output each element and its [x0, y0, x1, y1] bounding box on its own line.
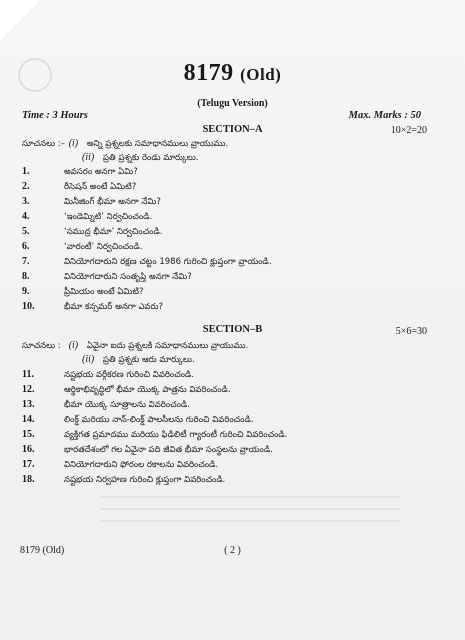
question-text: భీమా కన్సమర్ అనగా ఎవరు? [64, 302, 164, 312]
section-b-note-i [22, 340, 248, 353]
question-number: 11. [22, 369, 34, 380]
question [22, 429, 287, 443]
question-number: 17. [22, 459, 35, 470]
paper-code-number: 8179 [183, 60, 234, 86]
question-text: ‘ఇండెమ్నిటి’ నిర్వచించండి. [64, 212, 153, 222]
section-b-note-i-text: ఏవైనా ఐదు ప్రశ్నలకి సమాధానములు వ్రాయుము. [86, 341, 249, 351]
page-number: ( 2 ) [224, 545, 241, 556]
page-corner [0, 0, 40, 40]
question [22, 181, 136, 195]
question-text: వినియోగదారుని రక్షణ చట్టం 1986 గురించి క్లుప్తంగా వ్రాయండి. [64, 257, 272, 267]
question-number: 5. [22, 226, 30, 237]
question [22, 241, 142, 255]
question-number: 4. [22, 211, 30, 222]
question-number: 9. [22, 286, 30, 297]
question [22, 271, 192, 285]
bleed-through-line [100, 520, 400, 522]
bleed-through-line [100, 508, 400, 510]
question [22, 444, 273, 458]
question-text: నష్టభయ వర్గీకరణ గురించి వివరించండి. [64, 370, 194, 380]
question-text: అవసరం అనగా ఏమి? [64, 167, 138, 177]
question-text: భారతదేశంలో గల ఏవైనా పది జీవిత భీమా సంస్థలను వ్రాయండి. [64, 445, 273, 455]
question-number: 2. [22, 181, 30, 192]
question-number: 8. [22, 271, 30, 282]
time-label: Time : 3 Hours [22, 110, 88, 121]
question-text: ‘వారంటీ’ నిర్వచించండి. [64, 242, 143, 252]
section-b-note-ii-text: ప్రతి ప్రశ్నకు ఆరు మార్కులు. [102, 355, 195, 365]
section-b-note-label: సూచనలు : [22, 341, 61, 351]
question-text: వ్యక్తిగత ప్రమాదము మరియు ఫిడిలిటీ గ్యారంటీ గురించి వివరించండి. [64, 430, 288, 440]
question [22, 211, 152, 225]
question [22, 301, 163, 315]
question [22, 226, 162, 240]
question [22, 384, 231, 398]
max-marks-label: Max. Marks : 50 [348, 110, 421, 121]
question-number: 16. [22, 444, 35, 455]
question-number: 6. [22, 241, 30, 252]
question-text: వినియోగదారుని సంతృప్తి అనగా నేమి? [64, 272, 192, 282]
bleed-through-line [100, 496, 400, 498]
paper-code [0, 60, 465, 87]
section-b-note-ii-num: (ii) [82, 354, 95, 365]
question-number: 13. [22, 399, 35, 410]
question-text: భీమా యొక్క సూత్రాలను వివరించండి. [64, 400, 190, 410]
question [22, 256, 272, 270]
paper-code-variant: (Old) [240, 65, 282, 84]
question [22, 369, 194, 383]
question-number: 7. [22, 256, 30, 267]
question-text: ఆర్థికాభివృద్ధిలో భీమా యొక్క పాత్రను వివరించండి. [64, 385, 231, 395]
section-a-note-i-text: అన్ని ప్రశ్నలకు సమాధానములు వ్రాయుము. [86, 139, 229, 149]
question-text: వినియోగదారుని ఫోరంల రకాలను వివరించండి. [64, 460, 219, 470]
question-text: నష్టభయ నిర్వహణ గురించి క్లుప్తంగా వివరించండి. [64, 475, 226, 485]
question [22, 286, 143, 300]
question-text: ప్రీమియం అంటే ఏమిటి? [64, 287, 144, 297]
section-b-title: SECTION–B [202, 324, 263, 335]
section-a-note-i-num: (i) [68, 138, 79, 149]
section-a-title: SECTION–A [202, 124, 263, 135]
question-number: 1. [22, 166, 30, 177]
section-a-note-ii [82, 152, 198, 165]
question [22, 459, 218, 473]
question-text: లింక్డ్ మరియు నాన్-లింక్డ్ పాలసీలను గురించి వివరించండి. [64, 415, 254, 425]
section-b-note-i-num: (i) [68, 340, 79, 351]
question [22, 414, 253, 428]
section-a-note-ii-text: ప్రతి ప్రశ్నకు రెండు మార్కులు. [102, 153, 199, 163]
question-number: 10. [22, 301, 35, 312]
question [22, 399, 190, 413]
section-b-note-ii [82, 354, 195, 367]
section-a-note-i [22, 138, 228, 151]
section-a-marks: 10×2=20 [390, 125, 427, 136]
question [22, 166, 138, 180]
question-number: 3. [22, 196, 30, 207]
question-text: ‘సముద్ర భీమా’ నిర్వచించండి. [64, 227, 163, 237]
question-number: 15. [22, 429, 35, 440]
version-label: (Telugu Version) [197, 98, 268, 109]
footer-paper-code: 8179 (Old) [20, 545, 65, 556]
question-text: మినీజింగ్ భీమా అనగా నేమి? [64, 197, 161, 207]
question-text: రీసెషన్ అంటే ఏమిటి? [64, 182, 137, 192]
section-a-note-ii-num: (ii) [82, 152, 95, 163]
question [22, 196, 161, 210]
section-a-note-label: సూచనలు :– [22, 139, 65, 149]
section-b-marks: 5×6=30 [395, 326, 427, 337]
question-number: 18. [22, 474, 35, 485]
question [22, 474, 225, 488]
question-number: 14. [22, 414, 35, 425]
question-number: 12. [22, 384, 35, 395]
